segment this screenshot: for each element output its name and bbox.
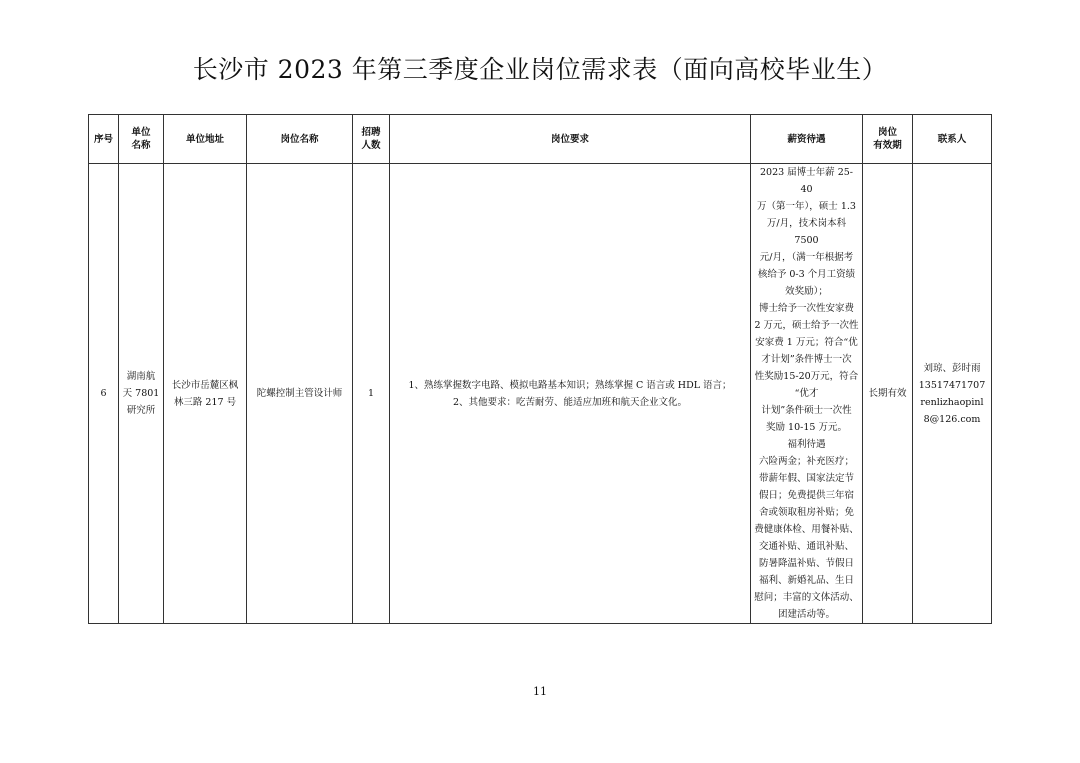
cell-unit-name-line: 研究所	[126, 405, 156, 416]
header-salary: 薪资待遇	[751, 115, 863, 164]
salary-line: 六险两金；补充医疗；	[758, 456, 854, 467]
header-requirements: 岗位要求	[390, 115, 751, 164]
salary-line: 才计划”条件博士一次	[761, 354, 852, 365]
cell-validity: 长期有效	[863, 164, 913, 624]
salary-line: 博士给予一次性安家费	[758, 303, 854, 314]
header-validity-line: 岗位	[877, 127, 897, 138]
contact-phone: 13517471707	[918, 379, 986, 391]
header-unit-name	[119, 115, 164, 164]
page-number: 11	[533, 685, 547, 698]
salary-line: 假日；免费提供三年宿	[758, 490, 854, 501]
salary-line: 慰问；丰富的文体活动、	[754, 592, 859, 603]
header-unit-name-line: 单位	[131, 127, 151, 138]
salary-line: 团建活动等。	[777, 609, 835, 620]
cell-unit-name-line: 天 7801	[122, 388, 160, 399]
header-headcount-line: 人数	[361, 140, 381, 151]
header-validity-line: 有效期	[873, 140, 902, 151]
page-title: 长沙市 2023 年第三季度企业岗位需求表（面向高校毕业生）	[192, 55, 888, 84]
salary-line: 万（第一年），硕士 1.3	[757, 201, 856, 212]
salary-line: “优才	[794, 388, 819, 399]
header-position: 岗位名称	[247, 115, 353, 164]
cell-address-line: 长沙市岳麓区枫	[171, 379, 239, 391]
cell-headcount: 1	[353, 164, 390, 624]
requirement-line: 1、熟练掌握数字电路、模拟电路基本知识；熟练掌握 C 语言或 HDL 语言；	[408, 379, 732, 391]
job-requirements-table	[88, 114, 992, 624]
requirement-line: 2、其他要求：吃苦耐劳、能适应加班和航天企业文化。	[452, 396, 688, 408]
salary-line: 奖励 10-15 万元。	[766, 422, 847, 433]
cell-seq: 6	[89, 164, 119, 624]
salary-line: 交通补贴、通讯补贴、	[758, 541, 854, 552]
cell-contact	[913, 164, 992, 624]
salary-line: 2023 届博士年薪 25-40	[759, 167, 853, 195]
salary-line: 2 万元，硕士给予一次性	[754, 320, 859, 331]
table-header-row	[89, 115, 992, 164]
cell-requirements	[390, 164, 751, 624]
header-validity	[863, 115, 913, 164]
contact-name: 刘琼、彭时雨	[923, 362, 981, 374]
cell-position: 陀螺控制主管设计师	[247, 164, 353, 624]
contact-email: 8@126.com	[923, 413, 981, 425]
header-seq: 序号	[89, 115, 119, 164]
salary-line: 性奖励15-20万元，符合	[754, 371, 859, 382]
salary-line: 带薪年假、国家法定节	[758, 473, 854, 484]
salary-line: 防暑降温补贴、节假日	[758, 558, 854, 569]
cell-address	[164, 164, 247, 624]
table-row	[89, 164, 992, 624]
cell-address-line: 林三路 217 号	[173, 396, 237, 408]
cell-salary	[751, 164, 863, 624]
cell-unit-name-line: 湖南航	[126, 371, 156, 382]
salary-line: 元/月，（满一年根据考	[759, 252, 854, 263]
salary-line: 安家费 1 万元；符合“优	[755, 337, 858, 348]
salary-line: 计划”条件硕士一次性	[761, 405, 852, 416]
header-contact: 联系人	[913, 115, 992, 164]
cell-unit-name	[119, 164, 164, 624]
header-unit-name-line: 名称	[131, 140, 151, 151]
salary-line: 核给予 0-3 个月工资绩	[757, 269, 856, 280]
header-address: 单位地址	[164, 115, 247, 164]
salary-line: 万/月，技术岗本科 7500	[766, 218, 847, 246]
header-headcount-line: 招聘	[361, 127, 381, 138]
salary-line: 舍或领取租房补贴；免	[758, 507, 854, 518]
salary-line: 福利、新婚礼品、生日	[758, 575, 854, 586]
salary-line: 费健康体检、用餐补贴、	[754, 524, 859, 535]
salary-line: 福利待遇	[787, 439, 826, 450]
contact-email: renlizhaopinl	[920, 396, 984, 408]
salary-line: 效奖励）；	[785, 286, 828, 297]
header-headcount	[353, 115, 390, 164]
